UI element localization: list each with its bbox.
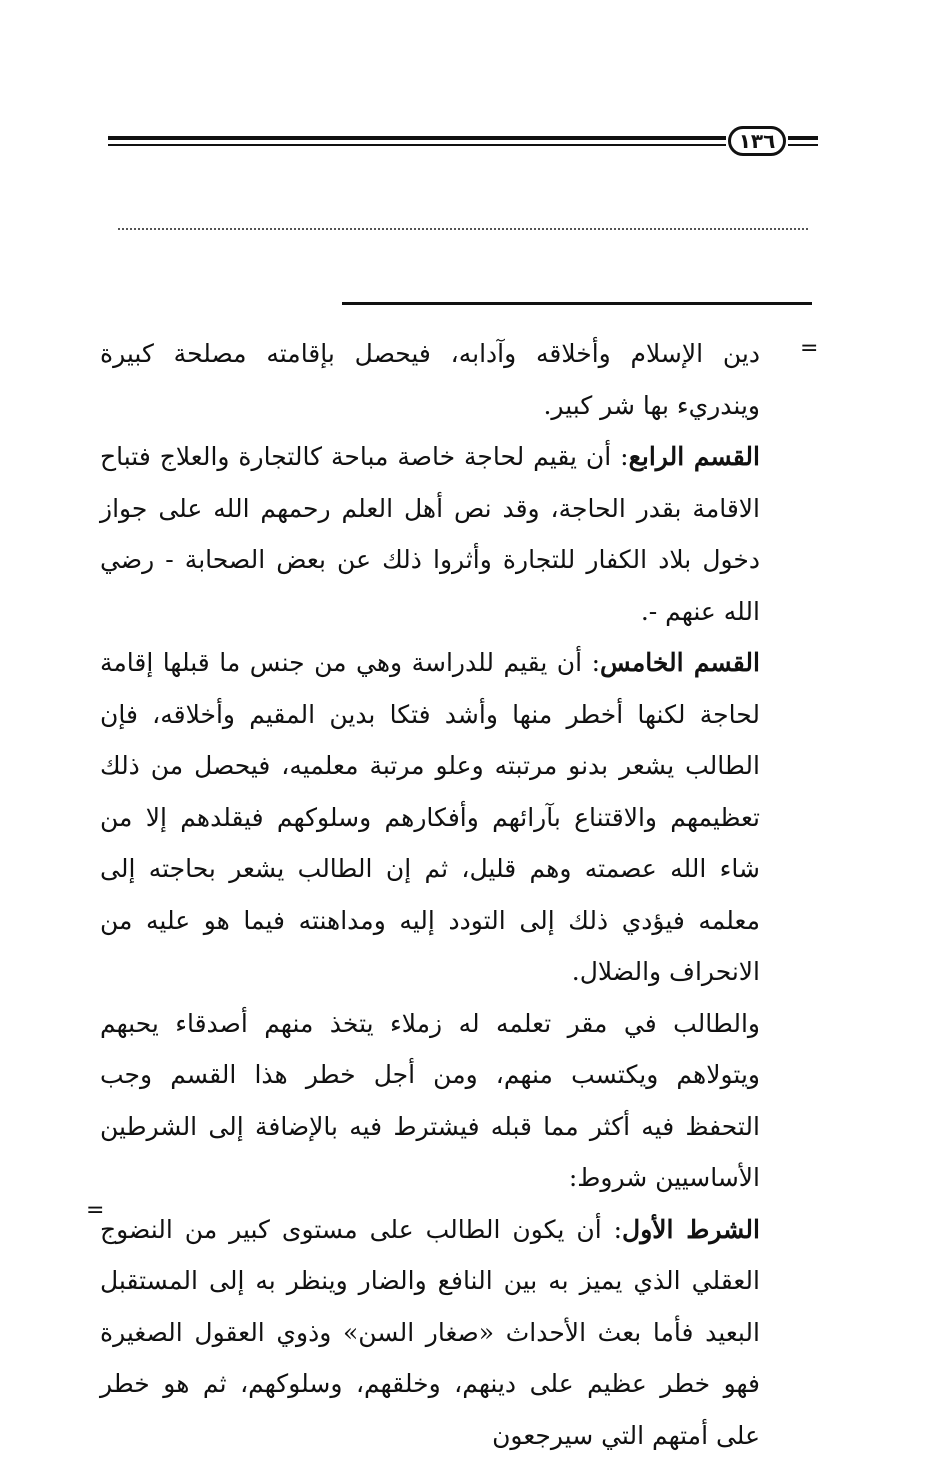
paragraph [100, 637, 760, 998]
section-heading: القسم الخامس [600, 648, 760, 677]
paragraph-text: والطالب في مقر تعلمه له زملاء يتخذ منهم أصدقاء يحبهم ويتولاهم ويكتسب منهم، ومن أجل خطر هذا القسم وجب التحفظ فيه أكثر مما قبله فيشترط فيه بالإضافة إلى الشرطين الأساسيين شروط: [100, 1009, 760, 1193]
main-text [100, 328, 760, 1461]
page-number: ١٣٦ [728, 126, 786, 156]
paragraph [100, 431, 760, 637]
header-rule-right-thick [788, 136, 818, 140]
dotted-separator [118, 228, 808, 230]
paragraph-text: : أن يقيم للدراسة وهي من جنس ما قبلها إقامة لحاجة لكنها أخطر منها وأشد فتكا بدين المقيم وأخلاقه، فإن الطالب يشعر بدنو مرتبته وعلو مرتبة معلميه، فيحصل من ذلك تعظيمهم والاقتناع بآرائهم وأفكارهم وسلوكهم فيقلدهم إلا من شاء الله عصمته وهم قليل، ثم إن الطالب يشعر بحاجته إلى معلمه فيؤدي ذلك إلى التودد إليه ومداهنته فيما هو عليه من الانحراف والضلال. [100, 648, 760, 986]
header-rule-thin [108, 144, 726, 146]
paragraph [100, 1204, 760, 1461]
paragraph-text: : أن يقيم لحاجة خاصة مباحة كالتجارة والعلاج فتباح الاقامة بقدر الحاجة، وقد نص أهل العلم رحمهم الله على جواز دخول بلاد الكفار للتجارة وأثروا ذلك عن بعض الصحابة - رضي الله عنهم -. [100, 442, 760, 626]
paragraph-text: : أن يكون الطالب على مستوى كبير من النضوج العقلي الذي يميز به بين النافع والضار وينظر به إلى المستقبل البعيد فأما بعث الأحداث «صغار السن» وذوي العقول الصغيرة فهو خطر عظيم على دينهم، وخلقهم، وسلوكهم، ثم هو خطر على أمتهم التي سيرجعون [100, 1215, 760, 1450]
continuation-mark-end: = [86, 1198, 104, 1223]
footnote-rule [342, 302, 812, 305]
page-header [108, 126, 818, 162]
paragraph [100, 998, 760, 1204]
section-heading: القسم الرابع [629, 442, 760, 471]
header-rule-right-thin [788, 144, 818, 146]
section-heading: الشرط الأول [622, 1215, 760, 1244]
paragraph-text: دين الإسلام وأخلاقه وآدابه، فيحصل بإقامته مصلحة كبيرة ويندريء بها شر كبير. [100, 339, 760, 420]
continuation-mark-start: = [800, 336, 818, 361]
header-rule-thick [108, 136, 726, 140]
paragraph [100, 328, 760, 431]
